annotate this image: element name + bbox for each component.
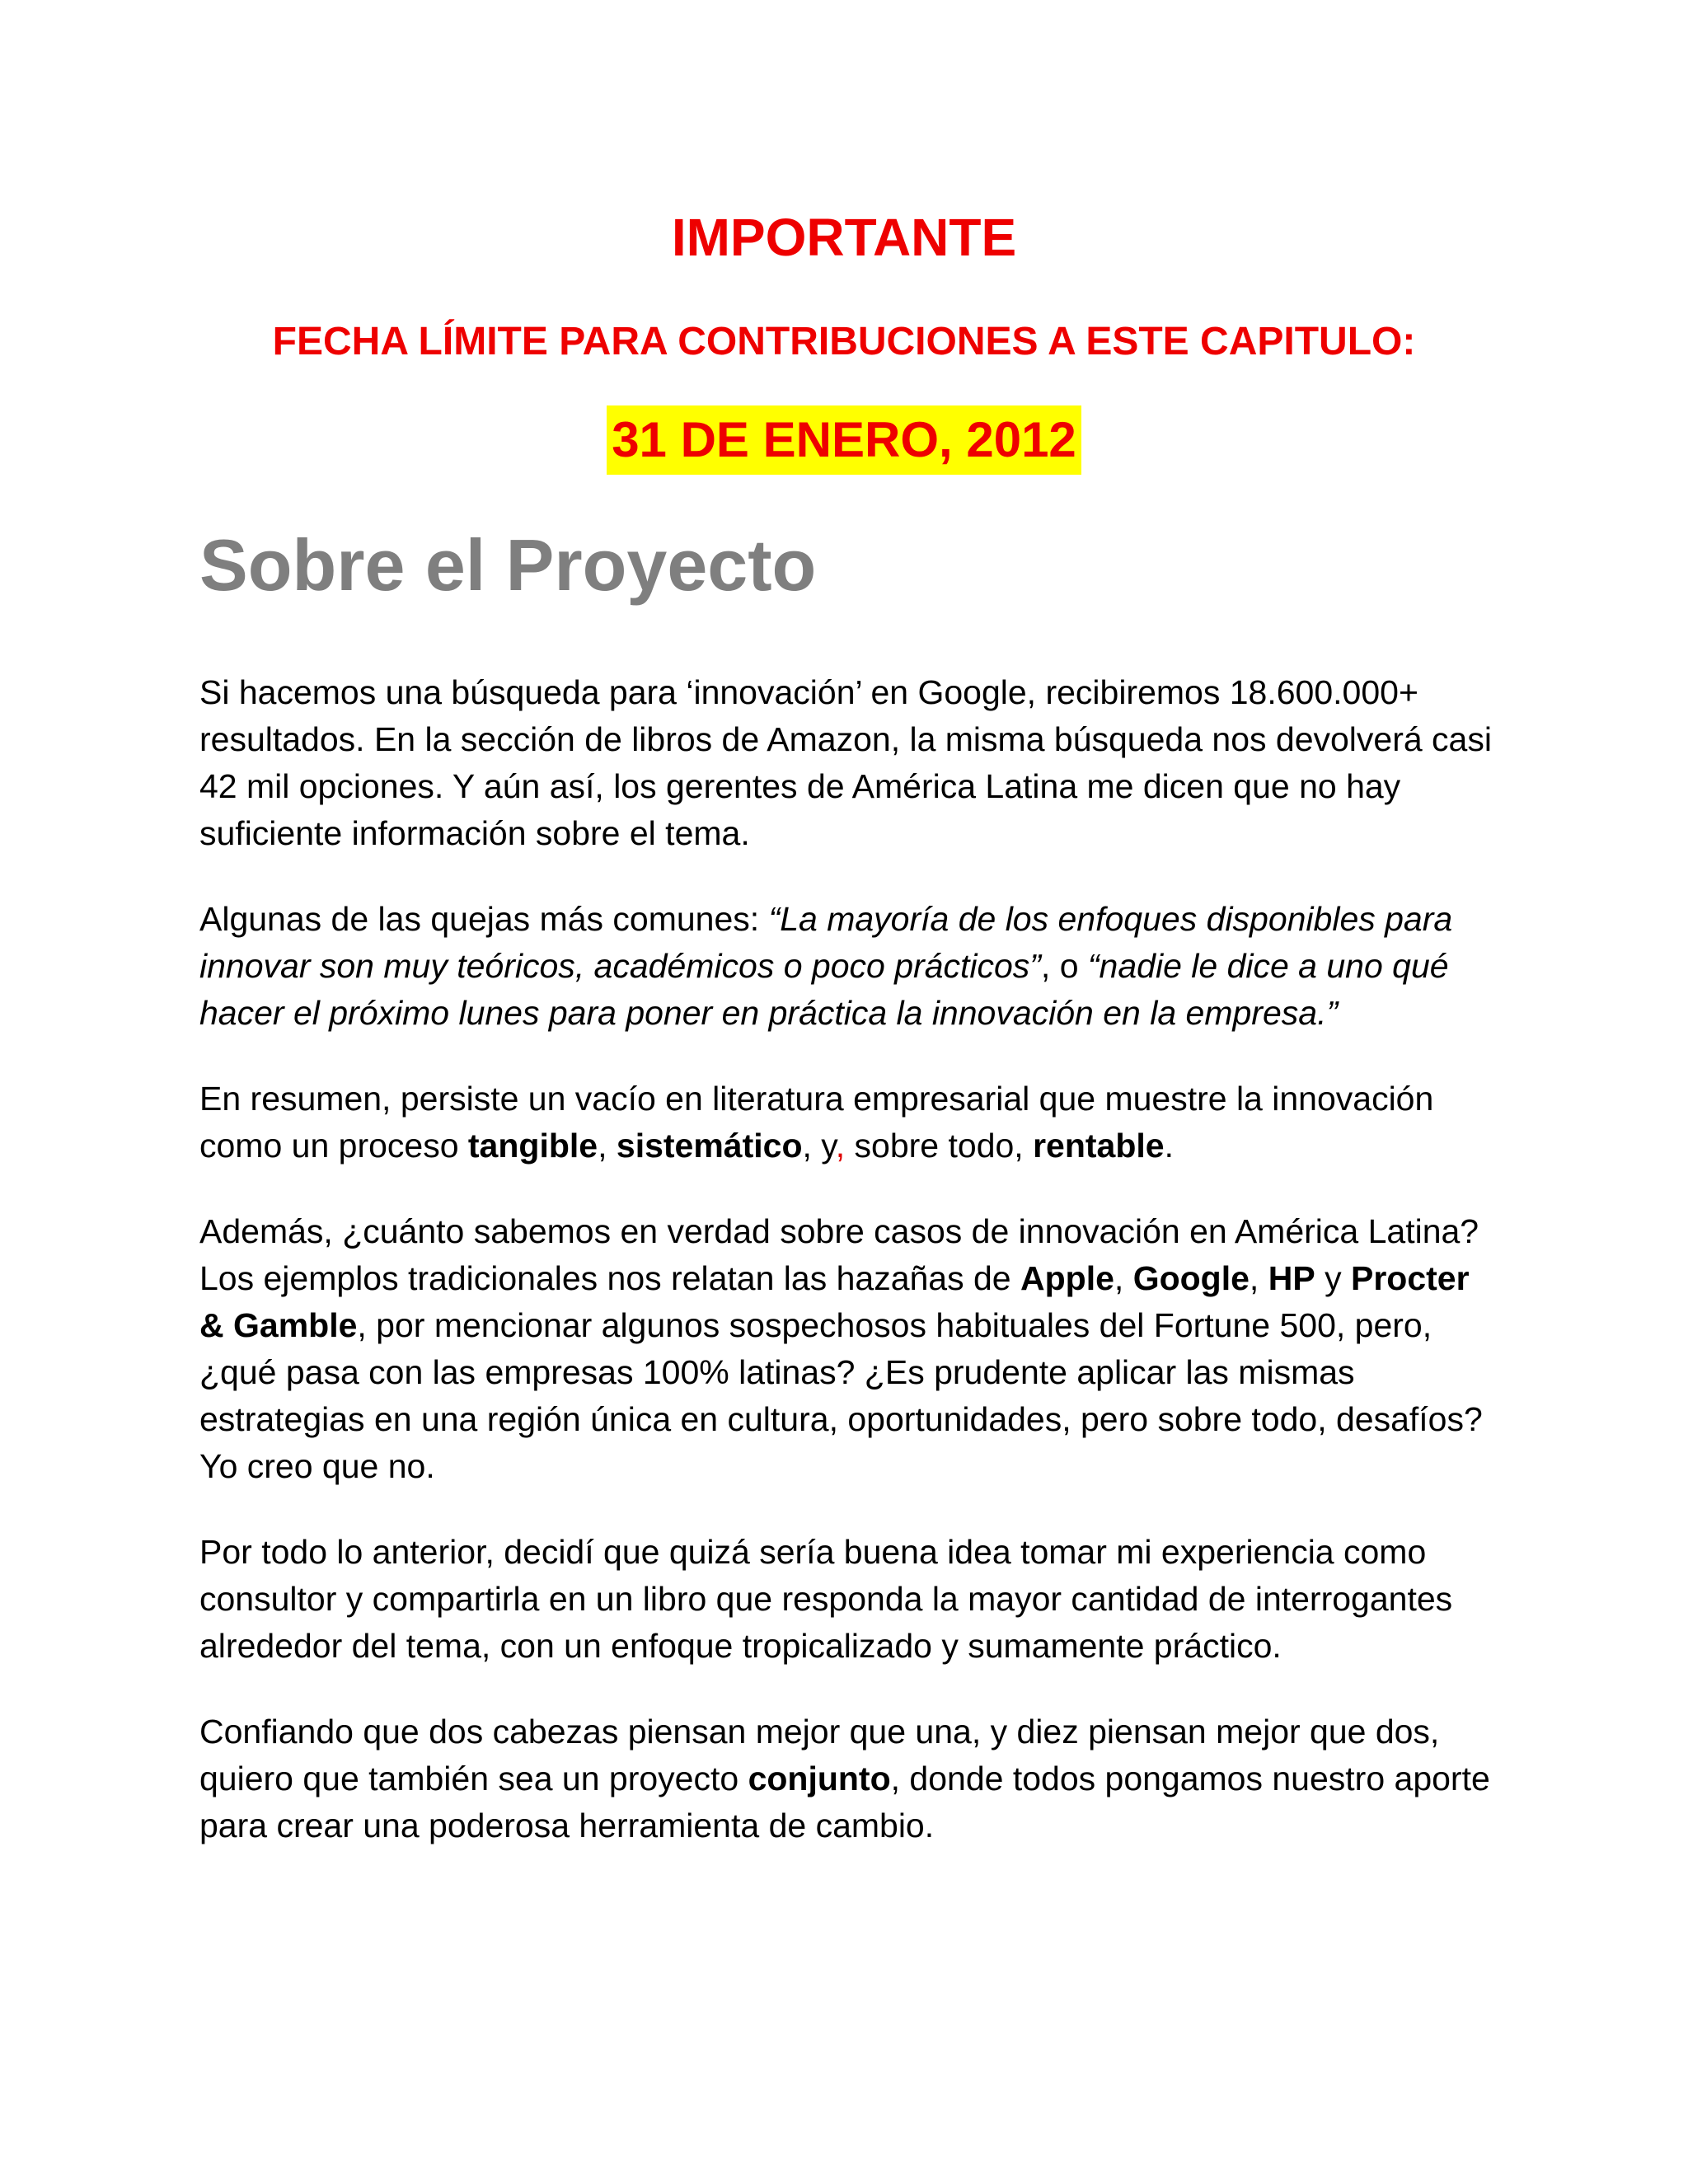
paragraph-4-rest: , por mencionar algunos sospechosos habituales del Fortune 500, pero, ¿qué pasa con las empresas 100% latinas? ¿Es prudente aplicar las mismas estrategias en una región única en cultura, oportunidades, pero sobre todo, desafíos? Yo creo que no. [199, 1306, 1483, 1485]
deadline-date: 31 DE ENERO, 2012 [607, 405, 1081, 475]
paragraph-4-comma-1: , [1114, 1259, 1133, 1297]
paragraph-3-comma-1: , [598, 1127, 617, 1165]
paragraph-2-separator: , o [1040, 947, 1088, 985]
paragraph-6 [199, 1708, 1502, 1849]
paragraph-6-lead: Confiando que dos cabezas piensan mejor que una, y diez piensan mejor que dos, quiero que también sea un proyecto [199, 1713, 1440, 1797]
quote-2: “nadie le dice a uno qué hacer el próximo lunes para poner en práctica la innovación en la empresa.” [199, 947, 1449, 1032]
deadline-date-container [0, 405, 1688, 475]
paragraph-3-mid: sobre todo, [845, 1127, 1034, 1165]
paragraph-4-comma-2: , [1249, 1259, 1268, 1297]
paragraph-3-lead: En resumen, persiste un vacío en literatura empresarial que muestre la innovación como un proceso [199, 1080, 1434, 1165]
paragraph-3 [199, 1076, 1502, 1169]
paragraph-3-comma-2: , y [802, 1127, 836, 1165]
paragraph-5: Por todo lo anterior, decidí que quizá sería buena idea tomar mi experiencia como consultor y compartirla en un libro que responda la mayor cantidad de interrogantes alrededor del tema, con un enfoque tropicalizado y sumamente práctico. [199, 1533, 1453, 1665]
word-procter-gamble: Procter & Gamble [199, 1259, 1470, 1344]
section-title: Sobre el Proyecto [199, 524, 817, 606]
paragraph-4 [199, 1208, 1502, 1490]
paragraph-4-and: y [1315, 1259, 1351, 1297]
paragraph-2 [199, 896, 1502, 1037]
paragraph-4-lead: Además, ¿cuánto sabemos en verdad sobre casos de innovación en América Latina? Los ejemplos tradicionales nos relatan las hazañas de [199, 1212, 1479, 1297]
paragraph-1: Si hacemos una búsqueda para ‘innovación’ en Google, recibiremos 18.600.000+ resultados. En la sección de libros de Amazon, la misma búsqueda nos devolverá casi 42 mil opciones. Y aún así, los gerentes de América Latina me dicen que no hay suficiente información sobre el tema. [199, 673, 1492, 852]
paragraph-3-end: . [1164, 1127, 1174, 1165]
paragraph-6-rest: , donde todos pongamos nuestro aporte para crear una poderosa herramienta de cambio. [199, 1760, 1490, 1844]
word-rentable: rentable [1033, 1127, 1165, 1165]
word-apple: Apple [1020, 1259, 1114, 1297]
word-sistematico: sistemático [616, 1127, 803, 1165]
deadline-label: FECHA LÍMITE PARA CONTRIBUCIONES A ESTE CAPITULO: [272, 320, 1416, 363]
word-google: Google [1132, 1259, 1250, 1297]
word-conjunto: conjunto [748, 1760, 891, 1797]
word-hp: HP [1268, 1259, 1315, 1297]
body-text [199, 669, 1502, 1888]
quote-1: “La mayoría de los enfoques disponibles para innovar son muy teóricos, académicos o poco prácticos” [199, 900, 1453, 985]
red-comma: , [835, 1127, 846, 1165]
word-tangible: tangible [467, 1127, 598, 1165]
paragraph-2-lead: Algunas de las quejas más comunes: [199, 900, 769, 938]
important-heading: IMPORTANTE [671, 208, 1017, 267]
